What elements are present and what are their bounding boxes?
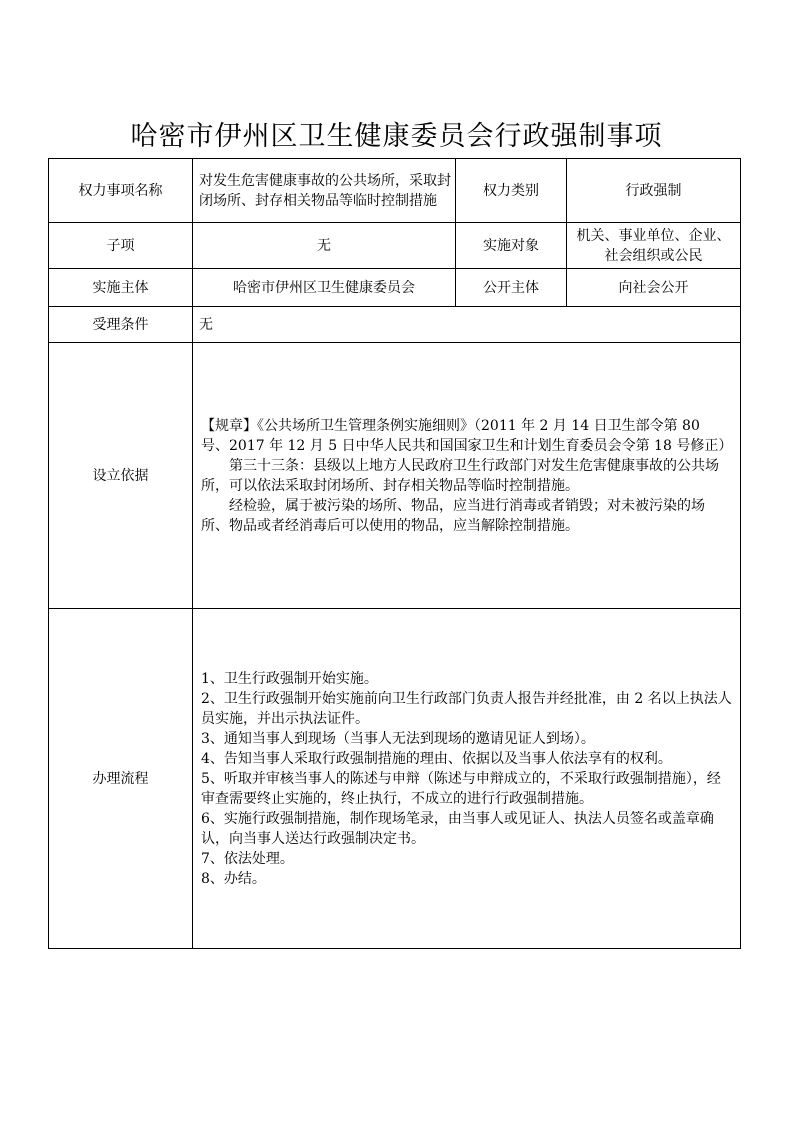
target-label: 实施对象 xyxy=(456,223,567,269)
process-step: 8、办结。 xyxy=(201,870,266,887)
conditions-value: 无 xyxy=(193,307,741,343)
target-value: 机关、事业单位、企业、社会组织或公民 xyxy=(567,223,741,269)
public-subject-label: 公开主体 xyxy=(456,269,567,307)
process-step: 5、听取并审核当事人的陈述与申辩（陈述与申辩成立的，不采取行政强制措施），经审查需要终止实施的，终止执行，不成立的进行行政强制措施。 xyxy=(201,770,721,807)
basis-content xyxy=(193,343,741,609)
process-step: 3、通知当事人到现场（当事人无法到现场的邀请见证人到场）。 xyxy=(201,730,595,747)
power-name-value: 对发生危害健康事故的公共场所，采取封闭场所、封存相关物品等临时控制措施 xyxy=(193,159,456,223)
process-step: 6、实施行政强制措施，制作现场笔录，由当事人或见证人、执法人员签名或盖章确认，向当事人送达行政强制决定书。 xyxy=(201,810,714,847)
process-step: 4、告知当事人采取行政强制措施的理由、依据以及当事人依法享有的权利。 xyxy=(201,750,672,767)
enforcement-table xyxy=(48,158,741,949)
basis-article: 第三十三条：县级以上地方人民政府卫生行政部门对发生危害健康事故的公共场所，可以依法采取封闭场所、封存相关物品等临时控制措施。 xyxy=(201,457,719,494)
conditions-label: 受理条件 xyxy=(49,307,193,343)
power-category-label: 权力类别 xyxy=(456,159,567,223)
basis-label: 设立依据 xyxy=(49,343,193,609)
table-row xyxy=(49,223,741,269)
table-row xyxy=(49,307,741,343)
sub-item-value: 无 xyxy=(193,223,456,269)
process-content xyxy=(193,609,741,949)
basis-regulation: 【规章】《公共场所卫生管理条例实施细则》（2011 年 2 月 14 日卫生部令第 80 号、2017 年 12 月 5 日中华人民共和国国家卫生和计划生育委员会令第 18 号修正） xyxy=(201,417,733,454)
page-title: 哈密市伊州区卫生健康委员会行政强制事项 xyxy=(130,121,663,152)
sub-item-label: 子项 xyxy=(49,223,193,269)
process-step: 7、依法处理。 xyxy=(201,850,294,867)
basis-inspection: 经检验，属于被污染的场所、物品，应当进行消毒或者销毁；对未被污染的场所、物品或者经消毒后可以使用的物品，应当解除控制措施。 xyxy=(201,497,705,534)
table-row xyxy=(49,609,741,949)
power-category-value: 行政强制 xyxy=(567,159,741,223)
subject-label: 实施主体 xyxy=(49,269,193,307)
process-step: 1、卫生行政强制开始实施。 xyxy=(201,670,378,687)
table-row xyxy=(49,159,741,223)
process-label: 办理流程 xyxy=(49,609,193,949)
table-row xyxy=(49,343,741,609)
table-row xyxy=(49,269,741,307)
power-name-label: 权力事项名称 xyxy=(49,159,193,223)
process-step: 2、卫生行政强制开始实施前向卫生行政部门负责人报告并经批准，由 2 名以上执法人员实施，并出示执法证件。 xyxy=(201,690,732,727)
subject-value: 哈密市伊州区卫生健康委员会 xyxy=(193,269,456,307)
public-subject-value: 向社会公开 xyxy=(567,269,741,307)
